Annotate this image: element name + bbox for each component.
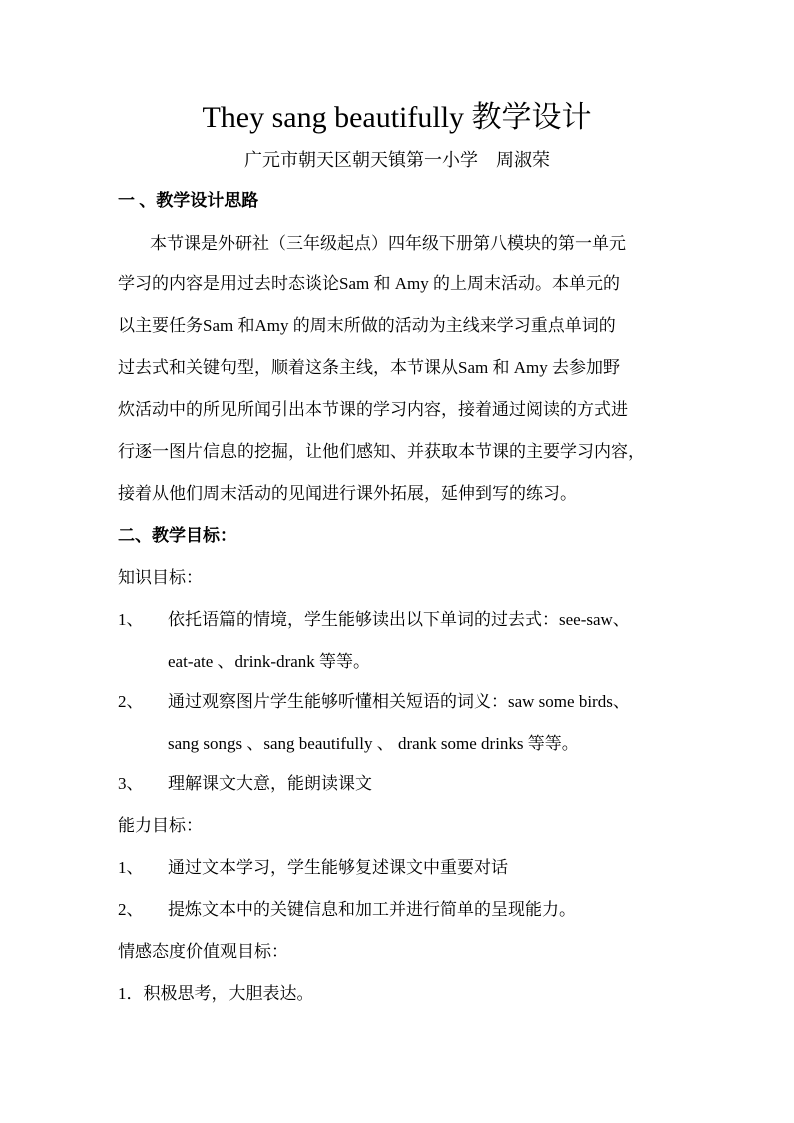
paragraph-line: 过去式和关键句型，顺着这条主线，本节课从Sam 和 Amy 去参加野 xyxy=(118,358,620,377)
list-item-text: 1．积极思考，大胆表达。 xyxy=(118,984,314,1003)
section-heading-objectives: 二、教学目标： xyxy=(118,526,237,545)
paragraph-line: 行逐一图片信息的挖掘，让他们感知、并获取本节课的主要学习内容， xyxy=(118,442,645,461)
list-item-text: 通过文本学习，学生能够复述课文中重要对话 xyxy=(168,858,508,877)
list-item-text: 通过观察图片学生能够听懂相关短语的词义：saw some birds、 xyxy=(168,692,630,711)
list-item-number: 3、 xyxy=(118,774,144,793)
list-item-text: 理解课文大意，能朗读课文 xyxy=(168,774,372,793)
list-item-number: 1、 xyxy=(118,610,144,629)
list-item-text-continued: eat-ate 、drink-drank 等等。 xyxy=(168,652,371,671)
paragraph-line: 以主要任务Sam 和Amy 的周末所做的活动为主线来学习重点单词的 xyxy=(118,316,616,335)
paragraph-line: 学习的内容是用过去时态谈论Sam 和 Amy 的上周末活动。本单元的 xyxy=(118,274,620,293)
ability-objectives-label: 能力目标： xyxy=(118,816,203,835)
list-item-number: 2、 xyxy=(118,692,144,711)
list-item-number: 1、 xyxy=(118,858,144,877)
list-item-text: 依托语篇的情境，学生能够读出以下单词的过去式：see-saw、 xyxy=(168,610,630,629)
section-heading-design-idea: 一 、教学设计思路 xyxy=(118,191,259,210)
author-line: 广元市朝天区朝天镇第一小学 周淑荣 xyxy=(244,150,550,170)
list-item-text-continued: sang songs 、sang beautifully 、 drank some drinks 等等。 xyxy=(168,734,579,753)
paragraph-line: 炊活动中的所见所闻引出本节课的学习内容，接着通过阅读的方式进 xyxy=(118,400,628,419)
list-item-text: 提炼文本中的关键信息和加工并进行简单的呈现能力。 xyxy=(168,900,576,919)
knowledge-objectives-label: 知识目标： xyxy=(118,568,203,587)
paragraph-line: 接着从他们周末活动的见闻进行课外拓展，延伸到写的练习。 xyxy=(118,484,577,503)
document-title: They sang beautifully 教学设计 xyxy=(202,101,592,134)
list-item-number: 2、 xyxy=(118,900,144,919)
paragraph-line: 本节课是外研社（三年级起点）四年级下册第八模块的第一单元 xyxy=(150,234,626,253)
emotion-objectives-label: 情感态度价值观目标： xyxy=(118,942,288,961)
